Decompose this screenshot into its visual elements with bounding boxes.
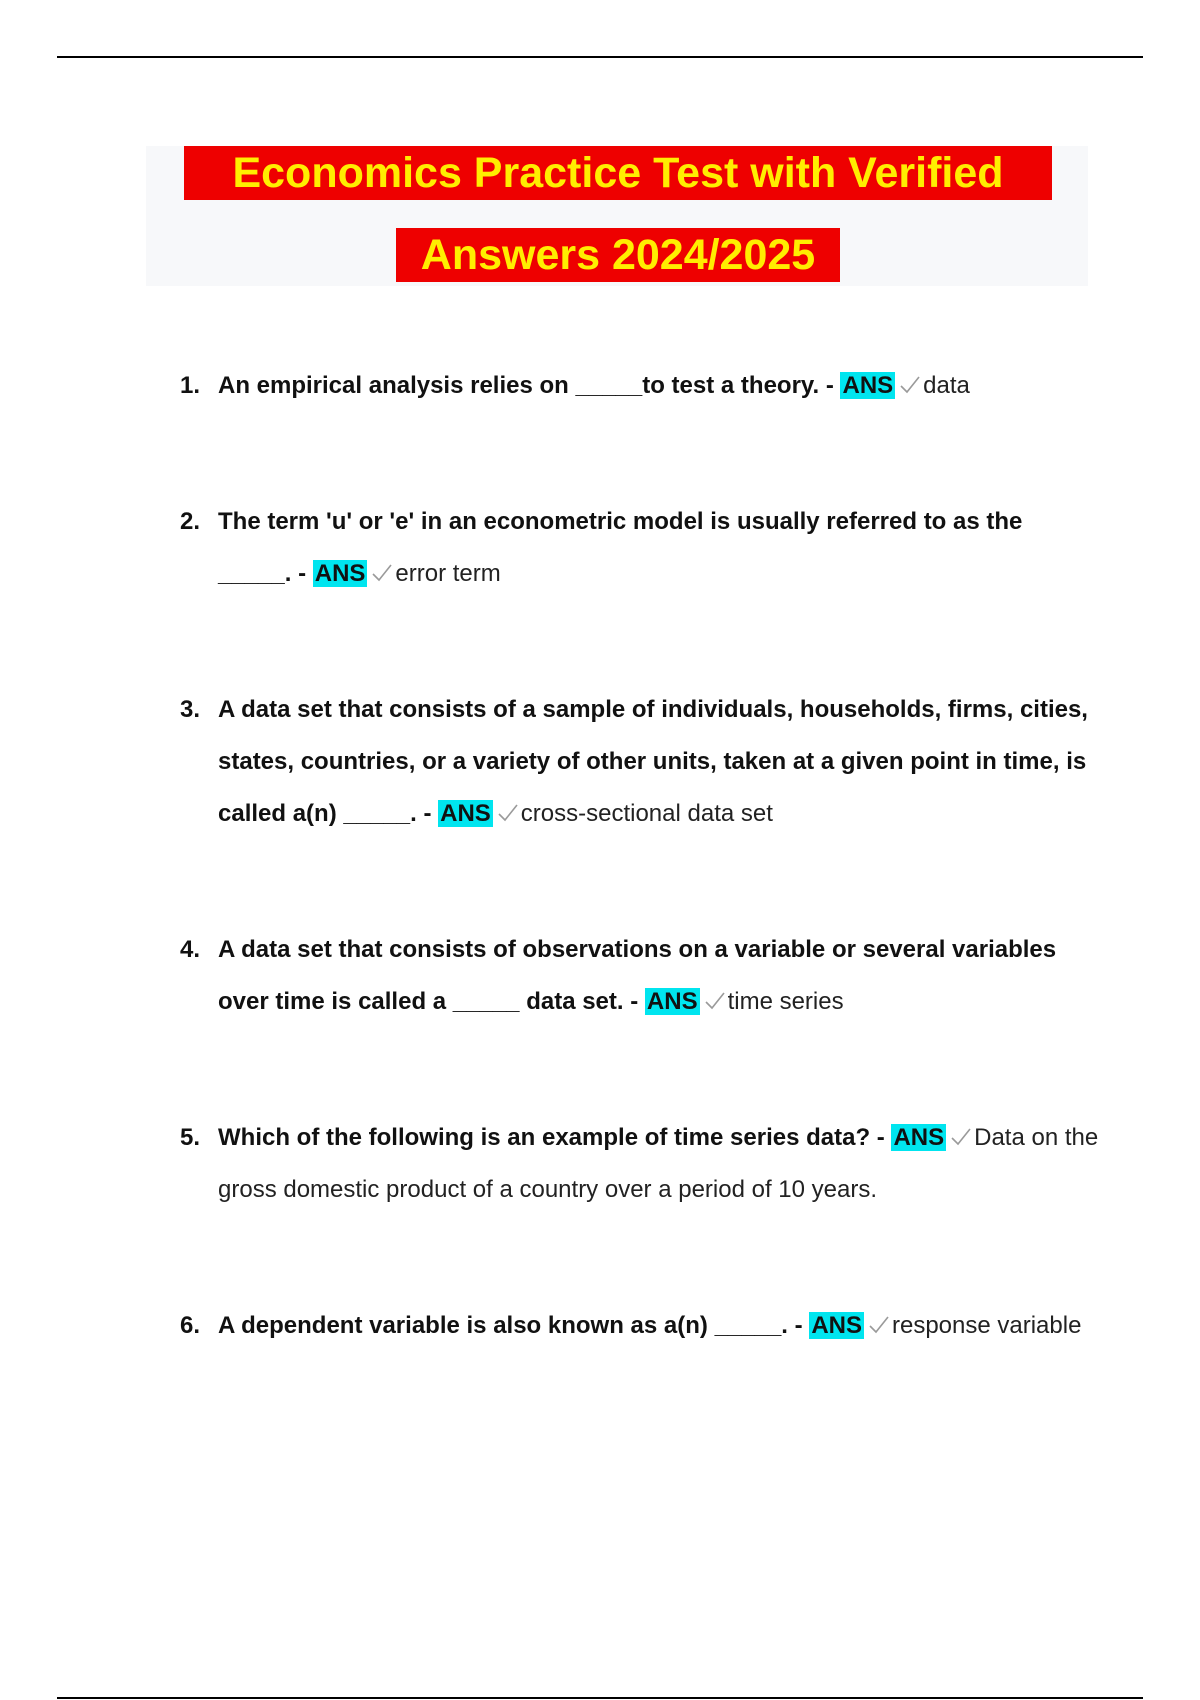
checkmark-icon — [497, 803, 519, 823]
ans-label: ANS — [893, 1124, 945, 1151]
question-number: 2. — [180, 508, 201, 535]
question-item — [180, 1112, 1100, 1216]
question-item — [180, 1300, 1100, 1352]
title-line-1: Economics Practice Test with Verified — [184, 146, 1052, 200]
question-text: A data set that consists of a sample of individuals, households, firms, cities, states, countries, or a variety of other units, taken at a given point in time, is called a(n) _____. - — [218, 696, 1088, 827]
ans-label: ANS — [811, 1312, 862, 1339]
answer-text: Data on the gross domestic product of a country over a period of 10 years. — [218, 1124, 1099, 1203]
question-item — [180, 360, 1100, 412]
question-text: A data set that consists of observations on a variable or several variables over time is called a _____ data set. - — [218, 936, 1057, 1015]
checkmark-icon — [899, 375, 921, 395]
top-rule — [57, 56, 1143, 58]
question-number: 3. — [180, 696, 201, 723]
ans-label: ANS — [646, 988, 698, 1015]
answer-text: error term — [395, 560, 501, 587]
checkmark-icon — [868, 1315, 890, 1335]
checkmark-icon — [950, 1127, 972, 1147]
question-number: 1. — [180, 372, 201, 399]
checkmark-icon — [371, 563, 393, 583]
answer-text: time series — [727, 988, 844, 1015]
checkmark-icon — [704, 991, 726, 1011]
title-line-2: Answers 2024/2025 — [396, 228, 840, 282]
question-item — [180, 496, 1100, 600]
question-item — [180, 924, 1100, 1028]
answer-text: response variable — [891, 1312, 1082, 1339]
ans-label: ANS — [314, 560, 366, 587]
question-text: The term 'u' or 'e' in an econometric model is usually referred to as the _____. - — [218, 508, 1023, 587]
question-number: 4. — [180, 936, 201, 963]
title-banner — [146, 146, 1088, 286]
ans-label: ANS — [842, 372, 894, 399]
bottom-rule — [57, 1697, 1143, 1699]
question-number: 5. — [180, 1124, 201, 1151]
answer-text: data — [923, 372, 970, 399]
ans-label: ANS — [440, 800, 491, 827]
question-number: 6. — [180, 1312, 201, 1339]
answer-text: cross-sectional data set — [520, 800, 773, 827]
question-text: An empirical analysis relies on _____to test a theory. - — [218, 372, 834, 399]
question-text: A dependent variable is also known as a(n) _____. - — [218, 1312, 803, 1339]
question-item — [180, 684, 1100, 840]
question-text: Which of the following is an example of time series data? - — [218, 1124, 885, 1151]
